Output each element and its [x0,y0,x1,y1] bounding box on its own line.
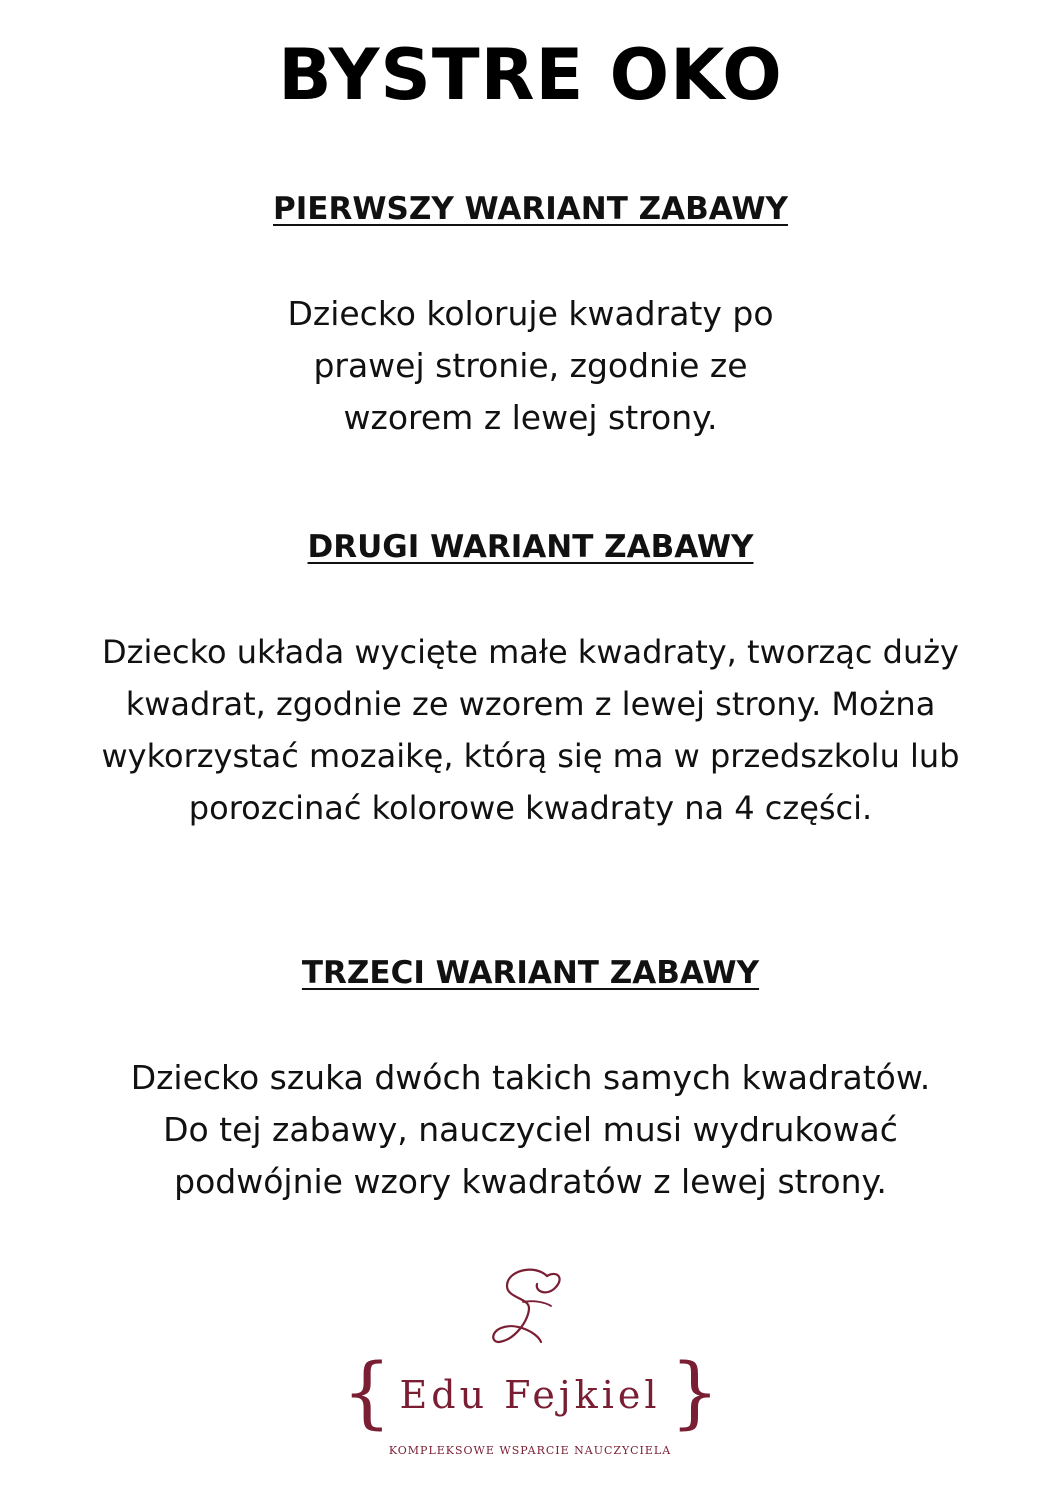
right-brace-icon: } [670,1348,720,1438]
section-3-line: Dziecko szuka dwóch takich samych kwadratów. [130,1058,931,1097]
section-2-text [0,626,1061,834]
section-3-line: Do tej zabawy, nauczyciel musi wydrukować [163,1110,898,1149]
brand-logo [330,1262,730,1472]
monogram-icon [485,1262,575,1352]
section-3-heading: TRZECI WARIANT ZABAWY [301,955,760,991]
section-2-heading: DRUGI WARIANT ZABAWY [307,529,754,565]
left-brace-icon: { [342,1348,392,1438]
section-2-line: Dziecko układa wycięte małe kwadraty, tworząc duży [102,633,959,671]
section-1-line: Dziecko koloruje kwadraty po [287,294,774,333]
section-3-line: podwójnie wzory kwadratów z lewej strony. [174,1162,887,1201]
section-2-line: wykorzystać mozaikę, którą się ma w przedszkolu lub [101,737,960,775]
brand-name: Edu Fejkiel [399,1373,661,1417]
brand-tagline: KOMPLEKSOWE WSPARCIE NAUCZYCIELA [388,1444,672,1457]
section-1-line: prawej stronie, zgodnie ze [313,346,748,385]
section-2-line: kwadrat, zgodnie ze wzorem z lewej strony. Można [125,685,936,723]
section-1-text [0,288,1061,444]
page-title: BYSTRE OKO [278,34,783,116]
section-2-line: porozcinać kolorowe kwadraty na 4 części. [188,789,873,827]
section-1-line: wzorem z lewej strony. [343,398,718,437]
section-1-heading: PIERWSZY WARIANT ZABAWY [273,191,788,227]
section-3-text [0,1052,1061,1208]
